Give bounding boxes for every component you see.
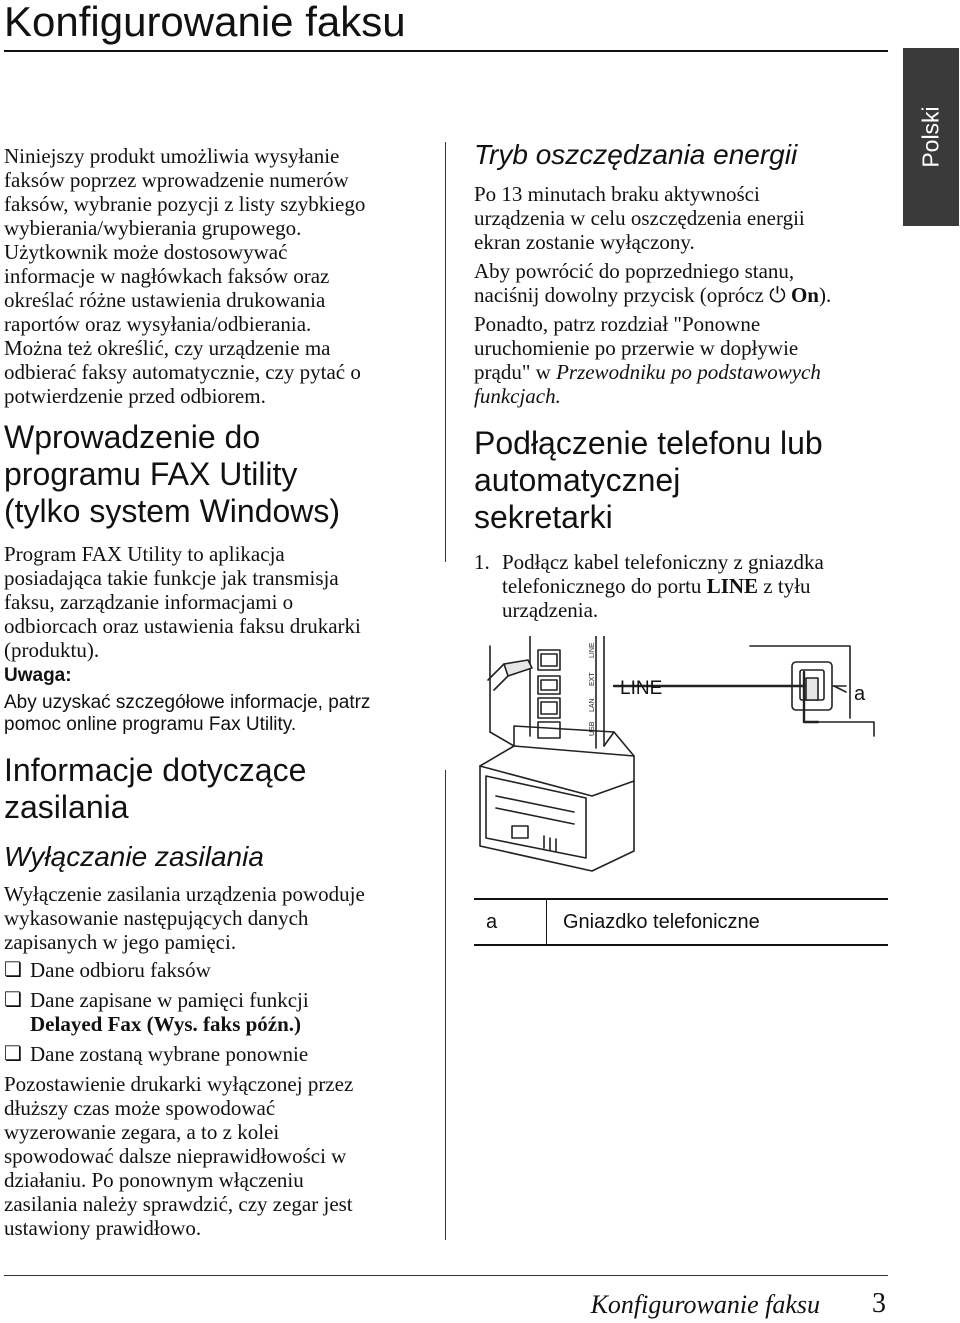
energy-paragraph-2 — [474, 259, 894, 307]
text-line: Ponadto, patrz rozdział "Ponowne — [474, 312, 761, 336]
button-name: On — [785, 283, 819, 307]
text-run: z tyłu — [758, 574, 811, 598]
note-text — [4, 692, 434, 736]
heading-line: programu FAX Utility — [4, 456, 298, 492]
list-item — [4, 988, 309, 1036]
text-line: odbiorcach oraz ustawienia faksu drukarki — [4, 614, 361, 638]
checkbox-bullet-icon: ❏ — [4, 1043, 22, 1065]
text-line: Po 13 minutach braku aktywności — [474, 182, 760, 206]
text-line: posiadająca takie funkcje jak transmisja — [4, 566, 339, 590]
heading-line: Podłączenie telefonu lub — [474, 425, 823, 461]
text-line: Niniejszy produkt umożliwia wysyłanie — [4, 144, 340, 168]
checkbox-bullet-icon: ❏ — [4, 959, 22, 981]
heading-line: (tylko system Windows) — [4, 493, 341, 529]
text-line: Można też określić, czy urządzenie ma — [4, 336, 331, 360]
step-row — [474, 550, 894, 622]
callout-letter-a: a — [854, 683, 866, 705]
text-line: dłuższy czas może spowodować — [4, 1096, 276, 1120]
port-label: USB — [589, 721, 596, 736]
text-line: informacje w nagłówkach faksów oraz — [4, 264, 330, 288]
text-run: telefonicznego do portu — [502, 574, 707, 598]
text-line: zasilania należy sprawdzić, czy zegar jest — [4, 1192, 353, 1216]
note-label: Uwaga: — [4, 665, 72, 686]
heading-line: automatycznej — [474, 462, 681, 498]
closing-paragraph — [4, 1072, 434, 1240]
language-tab-label: Polski — [917, 106, 944, 168]
port-name: LINE — [706, 574, 759, 598]
guide-title: Przewodniku po podstawowych — [556, 360, 821, 384]
text-line — [474, 283, 894, 307]
text-line: spowodować dalsze nieprawidłowości w — [4, 1144, 347, 1168]
page-title: Konfigurowanie faksu — [4, 0, 406, 45]
list-item — [4, 1042, 308, 1066]
phone-connection-heading — [474, 425, 894, 536]
column-divider-lower — [445, 770, 446, 1240]
text-line: zapisanych w jego pamięci. — [4, 930, 237, 954]
power-off-heading: Wyłączanie zasilania — [4, 841, 264, 872]
page-number: 3 — [872, 1288, 886, 1319]
text-line — [474, 384, 894, 408]
callout-legend-table — [474, 898, 888, 946]
guide-title: funkcjach. — [474, 384, 561, 408]
callout-value: Gniazdko telefoniczne — [563, 910, 760, 933]
energy-saving-heading: Tryb oszczędzania energii — [474, 139, 798, 170]
menu-name: Delayed Fax (Wys. faks późn.) — [30, 1012, 302, 1036]
footer-rule — [4, 1275, 888, 1276]
text-line: potwierdzenie przed odbiorem. — [4, 384, 266, 408]
list-item — [4, 958, 211, 982]
text-line: Program FAX Utility to aplikacja — [4, 542, 285, 566]
text-line: wykasowanie następujących danych — [4, 906, 309, 930]
text-line: pomoc online programu Fax Utility. — [4, 714, 297, 735]
text-line: Użytkownik może dostosowywać — [4, 240, 288, 264]
energy-paragraph-1 — [474, 182, 894, 254]
step-text — [502, 550, 824, 622]
port-label: LAN — [589, 698, 596, 712]
text-line: ekran zostanie wyłączony. — [474, 230, 695, 254]
phone-connection-illustration — [474, 636, 890, 880]
line-cable-label: LINE — [620, 678, 663, 699]
text-line: wyzerowanie zegara, a to z kolei — [4, 1120, 280, 1144]
text-run: urządzenia. — [502, 598, 599, 622]
fax-utility-heading — [4, 419, 444, 530]
checkbox-bullet-icon: ❏ — [4, 989, 22, 1011]
text-run: ). — [818, 283, 832, 307]
power-icon: ⏻ — [769, 283, 786, 307]
column-divider-upper — [445, 142, 446, 562]
title-rule — [4, 50, 888, 52]
step-number: 1. — [474, 550, 490, 574]
footer-section-title: Konfigurowanie faksu — [590, 1290, 820, 1319]
power-off-paragraph — [4, 882, 434, 954]
text-line: odbierać faksy automatycznie, czy pytać o — [4, 360, 361, 384]
heading-line: Informacje dotyczące — [4, 752, 307, 788]
text-line — [474, 360, 894, 384]
text-line: Pozostawienie drukarki wyłączonej przez — [4, 1072, 354, 1096]
callout-key: a — [486, 910, 498, 933]
text-line: ustawiony prawidłowo. — [4, 1216, 202, 1240]
language-tab — [903, 48, 959, 226]
text-line: faksu, zarządzanie informacjami o — [4, 590, 294, 614]
list-item-text: Dane zostaną wybrane ponownie — [30, 1042, 309, 1066]
text-line: Wyłączenie zasilania urządzenia powoduje — [4, 882, 365, 906]
text-line: raportów oraz wysyłania/odbierania. — [4, 312, 312, 336]
text-run: naciśnij dowolny przycisk (oprócz — [474, 283, 770, 307]
list-item-text: Dane odbioru faksów — [30, 958, 211, 982]
heading-line: Wprowadzenie do — [4, 419, 261, 455]
text-line: (produktu). — [4, 638, 100, 662]
heading-line: zasilania — [4, 789, 129, 825]
text-line: faksów poprzez wprowadzenie numerów — [4, 168, 349, 192]
list-item-text — [30, 988, 309, 1036]
text-line: Aby powrócić do poprzedniego stanu, — [474, 259, 795, 283]
heading-line: sekretarki — [474, 499, 613, 535]
text-line: uruchomienie po przerwie w dopływie — [474, 336, 799, 360]
port-label: EXT — [589, 672, 596, 686]
text-line: wybierania/wybierania grupowego. — [4, 216, 302, 240]
text-line: faksów, wybranie pozycji z listy szybkiego — [4, 192, 366, 216]
text-line: Aby uzyskać szczegółowe informacje, patrz — [4, 692, 371, 713]
power-info-heading — [4, 752, 444, 826]
intro-paragraph — [4, 144, 434, 408]
energy-paragraph-3 — [474, 312, 894, 408]
text-line: określać różne ustawienia drukowania — [4, 288, 326, 312]
text-run: Podłącz kabel telefoniczny z gniazdka — [502, 550, 824, 574]
step-1 — [474, 550, 894, 622]
list-item-line: Dane zapisane w pamięci funkcji — [30, 988, 309, 1012]
port-label: LINE — [589, 642, 596, 658]
text-run: prądu" w — [474, 360, 557, 384]
fax-utility-paragraph — [4, 542, 434, 662]
text-line: urządzenia w celu oszczędzenia energii — [474, 206, 805, 230]
text-line: działaniu. Po ponownym włączeniu — [4, 1168, 304, 1192]
